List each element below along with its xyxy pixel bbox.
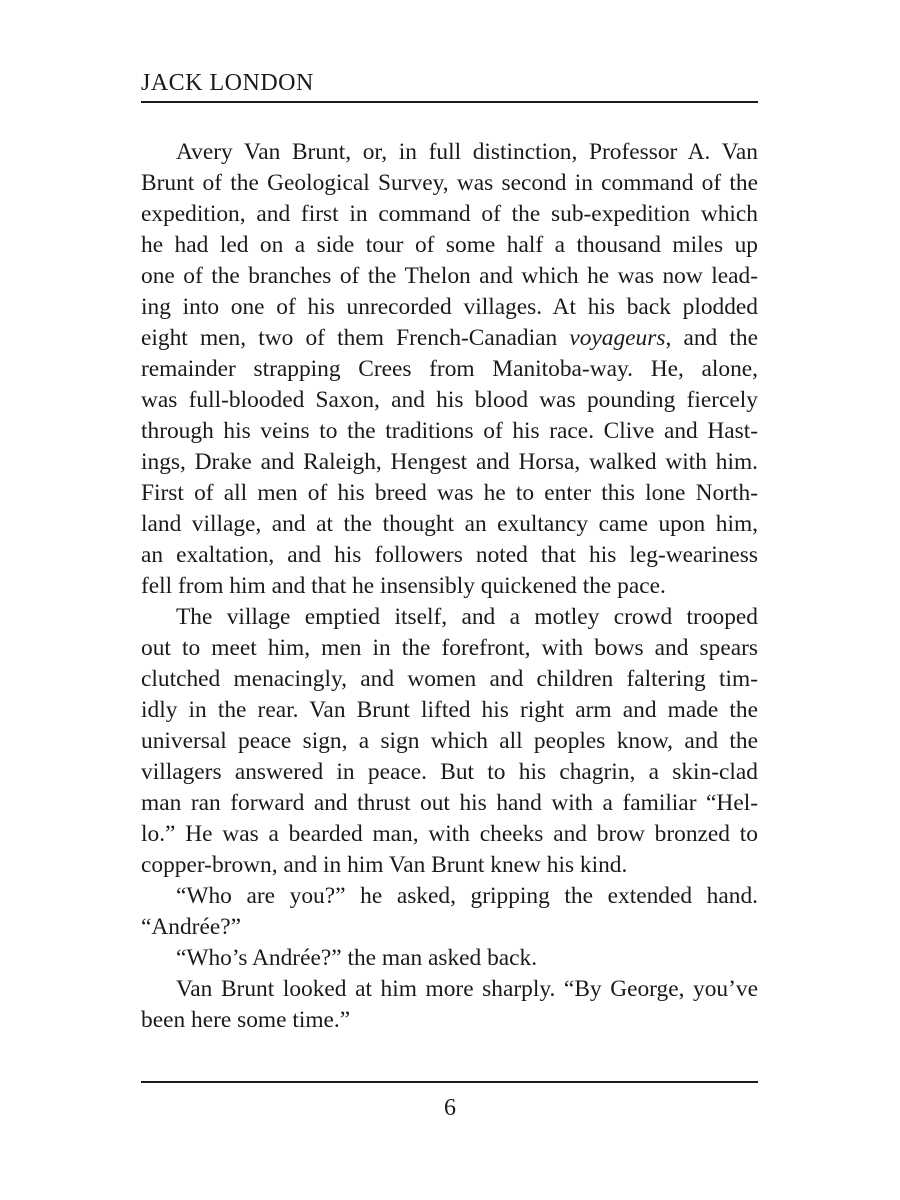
text-line: been here some time.” bbox=[141, 1007, 351, 1033]
text-line: eight men, two of them French-Canadian voyageurs, and the bbox=[141, 325, 758, 351]
text-line: one of the branches of the Thelon and which he was now lead- bbox=[141, 263, 758, 289]
text-line: Avery Van Brunt, or, in full distinction, Professor A. Van bbox=[176, 139, 758, 165]
text-line: The village emptied itself, and a motley crowd trooped bbox=[176, 604, 758, 630]
text-line: he had led on a side tour of some half a thousand miles up bbox=[141, 232, 758, 258]
text-line: Van Brunt looked at him more sharply. “By George, you’ve bbox=[176, 976, 758, 1002]
text-line: Brunt of the Geological Survey, was second in command of the bbox=[141, 170, 758, 196]
text-line: ings, Drake and Raleigh, Hengest and Horsa, walked with him. bbox=[141, 449, 758, 475]
text-line: land village, and at the thought an exultancy came upon him, bbox=[141, 511, 758, 537]
text-line: was full-blooded Saxon, and his blood was pounding fiercely bbox=[141, 387, 758, 413]
footer-rule bbox=[141, 1081, 758, 1083]
paragraph bbox=[141, 602, 758, 881]
header-rule bbox=[141, 101, 758, 103]
text-line: “Who are you?” he asked, gripping the extended hand. bbox=[176, 883, 758, 909]
paragraph bbox=[141, 974, 758, 1036]
text-line: expedition, and first in command of the sub-expedition which bbox=[141, 201, 758, 227]
text-line: ing into one of his unrecorded villages. At his back plodded bbox=[141, 294, 758, 320]
text-line: man ran forward and thrust out his hand with a familiar “Hel- bbox=[141, 790, 758, 816]
text-line: “Who’s Andrée?” the man asked back. bbox=[176, 945, 538, 971]
body-text bbox=[141, 137, 758, 1036]
text-line: idly in the rear. Van Brunt lifted his right arm and made the bbox=[141, 697, 758, 723]
text-line: universal peace sign, a sign which all peoples know, and the bbox=[141, 728, 758, 754]
text-line: lo.” He was a bearded man, with cheeks and brow bronzed to bbox=[141, 821, 758, 847]
text-line: villagers answered in peace. But to his chagrin, a skin-clad bbox=[141, 759, 758, 785]
text-line: copper-brown, and in him Van Brunt knew his kind. bbox=[141, 852, 628, 878]
paragraph bbox=[141, 943, 758, 974]
text-line: out to meet him, men in the forefront, with bows and spears bbox=[141, 635, 758, 661]
paragraph bbox=[141, 881, 758, 943]
text-line: an exaltation, and his followers noted that his leg-weariness bbox=[141, 542, 758, 568]
text-line: First of all men of his breed was he to enter this lone North- bbox=[141, 480, 758, 506]
page-number: 6 bbox=[444, 1095, 456, 1121]
text-line: through his veins to the traditions of his race. Clive and Hast- bbox=[141, 418, 758, 444]
text-line: clutched menacingly, and women and children faltering tim- bbox=[141, 666, 758, 692]
text-line: remainder strapping Crees from Manitoba-way. He, alone, bbox=[141, 356, 758, 382]
running-head: JACK LONDON bbox=[141, 70, 314, 96]
text-line: fell from him and that he insensibly quickened the pace. bbox=[141, 573, 666, 599]
paragraph bbox=[141, 137, 758, 602]
text-line: “Andrée?” bbox=[141, 914, 241, 940]
italic-word: voyageurs bbox=[569, 325, 666, 351]
